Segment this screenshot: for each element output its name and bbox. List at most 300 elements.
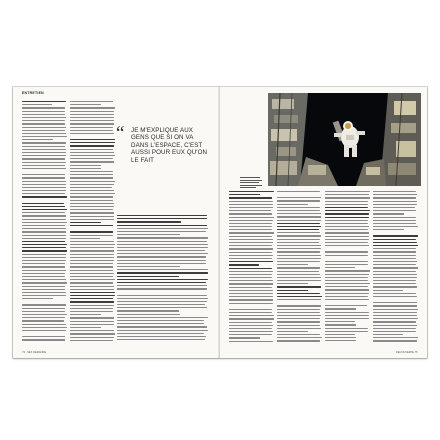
text-line	[70, 139, 115, 140]
text-line	[229, 280, 273, 281]
text-line	[22, 187, 66, 188]
text-line	[70, 171, 113, 172]
text-line	[22, 273, 65, 274]
text-line	[117, 330, 208, 331]
text-line	[22, 162, 66, 163]
text-line	[22, 212, 65, 213]
text-line	[229, 226, 272, 227]
text-line	[325, 293, 369, 294]
text-line	[229, 312, 272, 313]
text-line	[22, 136, 67, 137]
text-line	[229, 232, 274, 233]
text-line	[70, 314, 101, 315]
text-line	[229, 328, 272, 329]
text-line	[70, 301, 114, 302]
text-line	[229, 283, 273, 284]
text-line	[70, 317, 114, 318]
text-line	[373, 261, 417, 262]
text-line	[70, 120, 114, 121]
text-line	[325, 201, 368, 202]
text-line	[70, 247, 114, 248]
text-line	[70, 321, 114, 322]
text-line	[117, 221, 181, 222]
text-line	[277, 286, 321, 287]
text-line	[22, 190, 66, 191]
text-line	[229, 341, 273, 342]
text-column-left	[22, 101, 67, 346]
text-line	[277, 325, 320, 326]
text-line	[22, 282, 67, 283]
text-line	[373, 312, 417, 313]
text-line	[22, 263, 65, 264]
text-line	[325, 223, 368, 224]
text-line	[325, 194, 369, 195]
text-line	[70, 289, 114, 290]
text-line	[117, 333, 204, 334]
text-line	[373, 207, 415, 208]
text-line	[70, 174, 113, 175]
text-line	[22, 320, 64, 321]
text-line	[373, 286, 417, 287]
text-line	[325, 315, 369, 316]
text-line	[373, 321, 416, 322]
text-line	[70, 250, 114, 251]
text-line	[373, 248, 416, 249]
text-line	[70, 324, 114, 325]
text-line	[117, 218, 207, 219]
text-line	[117, 269, 208, 270]
text-line	[70, 184, 114, 185]
text-line	[70, 200, 113, 201]
text-line	[22, 266, 65, 267]
text-line	[70, 244, 115, 245]
text-line	[229, 264, 259, 265]
text-line	[70, 142, 115, 143]
text-line	[70, 165, 101, 166]
text-line	[70, 107, 115, 108]
text-line	[325, 213, 369, 214]
text-line	[22, 209, 67, 210]
text-line	[22, 215, 66, 216]
text-line	[22, 235, 66, 236]
text-line	[22, 317, 65, 318]
text-line	[70, 219, 114, 220]
text-line	[70, 127, 113, 128]
text-line	[22, 289, 65, 290]
text-line	[325, 305, 367, 306]
text-line	[70, 241, 114, 242]
text-line	[70, 149, 113, 150]
text-column-right	[117, 215, 209, 345]
text-line	[22, 314, 67, 315]
text-line	[325, 283, 370, 284]
text-line	[277, 264, 308, 265]
text-line	[70, 158, 113, 159]
text-line	[229, 245, 272, 246]
text-column-far-right	[373, 191, 418, 346]
text-line	[373, 194, 417, 195]
text-line	[117, 247, 208, 248]
text-line	[373, 264, 416, 265]
text-line	[22, 260, 66, 261]
text-line	[22, 308, 65, 309]
text-line	[117, 256, 206, 257]
text-line	[22, 146, 65, 147]
text-line	[325, 197, 370, 198]
text-line	[325, 289, 369, 290]
text-line	[325, 334, 355, 335]
text-line	[22, 114, 65, 115]
text-line	[325, 242, 368, 243]
text-line	[117, 282, 206, 283]
text-line	[325, 277, 368, 278]
text-line	[325, 251, 368, 252]
text-line	[373, 213, 404, 214]
text-line	[22, 279, 66, 280]
text-line	[229, 258, 272, 259]
text-line	[117, 244, 208, 245]
text-line	[373, 201, 417, 202]
text-line	[70, 168, 101, 169]
text-line	[325, 308, 356, 309]
text-line	[229, 290, 273, 291]
text-line	[70, 225, 113, 226]
text-line	[277, 315, 321, 316]
text-line	[70, 254, 114, 255]
text-line	[22, 324, 66, 325]
text-line	[22, 219, 66, 220]
text-line	[373, 296, 417, 297]
text-line	[70, 216, 114, 217]
text-line	[277, 267, 320, 268]
text-line	[229, 268, 272, 269]
text-line	[117, 234, 180, 235]
text-line	[229, 271, 273, 272]
text-line	[229, 337, 260, 338]
text-line	[22, 304, 66, 305]
text-line	[325, 245, 369, 246]
text-line	[22, 127, 66, 128]
text-line	[277, 239, 320, 240]
text-line	[22, 117, 66, 118]
text-line	[22, 196, 67, 197]
text-line	[117, 295, 207, 296]
text-line	[373, 251, 416, 252]
text-line	[229, 191, 274, 192]
text-line	[70, 196, 113, 197]
text-line	[325, 255, 368, 256]
text-line	[277, 293, 320, 294]
text-line	[373, 331, 416, 332]
right-page	[220, 87, 427, 358]
text-line	[70, 273, 114, 274]
text-line	[229, 252, 272, 253]
text-line	[22, 168, 66, 169]
text-line	[70, 222, 101, 223]
text-line	[22, 295, 66, 296]
text-line	[373, 217, 416, 218]
text-line	[22, 177, 65, 178]
text-line	[22, 149, 66, 150]
text-line	[117, 241, 207, 242]
text-line	[277, 290, 308, 291]
text-line	[22, 123, 65, 124]
text-line	[325, 226, 369, 227]
text-line	[117, 314, 180, 315]
text-line	[325, 280, 368, 281]
text-line	[70, 123, 114, 124]
text-line	[70, 286, 114, 287]
space-station-photo	[268, 93, 421, 186]
text-line	[277, 235, 321, 236]
text-line	[229, 287, 272, 288]
text-line	[277, 207, 320, 208]
text-line	[229, 210, 271, 211]
text-line	[22, 158, 65, 159]
text-line	[117, 228, 208, 229]
text-line	[277, 331, 308, 332]
text-line	[277, 271, 319, 272]
text-line	[70, 308, 113, 309]
quote-mark-icon: “	[116, 123, 125, 144]
text-line	[70, 238, 100, 239]
text-line	[70, 155, 115, 156]
text-line	[70, 333, 115, 334]
text-line	[70, 330, 114, 331]
text-line	[325, 204, 368, 205]
text-line	[229, 325, 273, 326]
text-line	[277, 242, 319, 243]
text-line	[229, 213, 272, 214]
text-line	[22, 238, 66, 239]
text-line	[373, 274, 417, 275]
text-line	[373, 210, 416, 211]
text-line	[229, 334, 272, 335]
text-line	[277, 305, 321, 306]
text-line	[325, 261, 368, 262]
text-line	[22, 276, 65, 277]
text-line	[22, 244, 67, 245]
section-label: ENTRETIEN	[22, 91, 44, 95]
text-line	[22, 104, 52, 105]
text-line	[373, 328, 416, 329]
text-line	[117, 310, 179, 311]
text-line	[22, 228, 66, 229]
text-line	[22, 311, 65, 312]
text-line	[325, 321, 355, 322]
text-line	[277, 296, 322, 297]
text-line	[325, 286, 368, 287]
text-line	[70, 305, 114, 306]
text-line	[117, 323, 204, 324]
text-line	[373, 235, 418, 236]
text-line	[277, 337, 322, 338]
text-line	[70, 340, 113, 341]
text-line	[22, 330, 66, 331]
text-line	[70, 295, 115, 296]
text-line	[70, 181, 115, 182]
text-line	[22, 130, 65, 131]
text-line	[70, 161, 114, 162]
text-line	[117, 225, 207, 226]
text-line	[229, 261, 273, 262]
text-line	[70, 327, 101, 328]
text-line	[373, 325, 417, 326]
magazine-spread	[13, 87, 427, 358]
text-line	[70, 292, 115, 293]
text-line	[277, 210, 320, 211]
text-line	[117, 298, 208, 299]
text-line	[22, 120, 65, 121]
text-line	[325, 236, 369, 237]
text-line	[373, 255, 416, 256]
text-line	[325, 299, 369, 300]
text-line	[229, 201, 273, 202]
text-line	[117, 260, 206, 261]
text-line	[22, 292, 66, 293]
text-line	[22, 203, 64, 204]
text-column-right	[325, 191, 370, 346]
text-line	[325, 328, 368, 329]
text-line	[22, 327, 67, 328]
text-line	[373, 239, 416, 240]
text-line	[325, 232, 369, 233]
text-line	[373, 267, 418, 268]
text-line	[373, 271, 416, 272]
text-line	[117, 231, 206, 232]
text-line	[373, 277, 417, 278]
text-line	[22, 254, 66, 255]
text-line	[373, 309, 418, 310]
text-line	[22, 336, 65, 337]
text-line	[373, 220, 416, 221]
text-line	[373, 318, 418, 319]
text-line	[373, 245, 418, 246]
text-line	[70, 257, 114, 258]
text-line	[229, 223, 272, 224]
text-line	[277, 328, 321, 329]
text-line	[373, 204, 417, 205]
text-line	[229, 255, 273, 256]
text-line	[325, 217, 369, 218]
text-line	[277, 220, 321, 221]
text-line	[373, 305, 417, 306]
text-line	[117, 336, 206, 337]
text-line	[229, 299, 273, 300]
text-line	[373, 337, 418, 338]
text-line	[325, 264, 368, 265]
text-line	[373, 302, 417, 303]
text-line	[22, 206, 65, 207]
photo-caption	[240, 177, 262, 190]
text-line	[22, 298, 53, 299]
text-line	[22, 139, 53, 140]
text-line	[70, 203, 114, 204]
text-line	[277, 321, 320, 322]
text-line	[70, 133, 114, 134]
text-line	[277, 280, 321, 281]
text-line	[70, 298, 113, 299]
text-line	[277, 248, 321, 249]
text-line	[22, 165, 65, 166]
text-line	[70, 114, 114, 115]
text-line	[70, 190, 114, 191]
text-line	[373, 191, 416, 192]
text-line	[22, 181, 66, 182]
text-line	[70, 117, 114, 118]
text-line	[325, 274, 369, 275]
text-line	[117, 320, 204, 321]
text-line	[325, 318, 369, 319]
text-line	[373, 242, 417, 243]
text-line	[70, 206, 114, 207]
page-folio-left: 74 · SEX DEMANDE	[22, 351, 47, 354]
text-line	[22, 155, 66, 156]
text-line	[229, 322, 272, 323]
text-line	[70, 193, 115, 194]
text-line	[70, 104, 101, 105]
text-line	[277, 274, 320, 275]
text-line	[117, 279, 208, 280]
text-line	[277, 226, 321, 227]
text-line	[373, 229, 404, 230]
text-line	[373, 293, 416, 294]
text-line	[117, 326, 207, 327]
text-line	[70, 263, 113, 264]
text-line	[117, 301, 207, 302]
text-line	[22, 111, 65, 112]
text-line	[277, 245, 321, 246]
text-line	[70, 177, 113, 178]
text-line	[22, 107, 65, 108]
text-line	[373, 315, 417, 316]
text-line	[70, 111, 114, 112]
text-line	[22, 250, 67, 251]
text-line	[277, 232, 320, 233]
text-line	[70, 145, 114, 146]
text-line	[229, 296, 273, 297]
text-line	[117, 307, 207, 308]
text-line	[70, 276, 113, 277]
text-line	[373, 340, 417, 341]
text-line	[70, 130, 113, 131]
page-folio-right: DECOUVERTE 75	[396, 351, 418, 354]
text-line	[325, 312, 369, 313]
text-line	[325, 296, 368, 297]
text-line	[373, 280, 416, 281]
text-line	[325, 331, 368, 332]
text-line	[325, 220, 368, 221]
text-line	[229, 236, 272, 237]
text-line	[277, 312, 320, 313]
text-line	[117, 276, 179, 277]
text-line	[277, 299, 321, 300]
text-line	[277, 309, 320, 310]
text-line	[117, 263, 206, 264]
text-line	[70, 187, 112, 188]
text-line	[277, 204, 308, 205]
text-line	[373, 223, 416, 224]
text-column-middle	[70, 101, 115, 346]
text-line	[229, 309, 272, 310]
text-line	[117, 237, 208, 238]
text-line	[70, 212, 114, 213]
left-page	[13, 87, 220, 358]
text-line	[229, 293, 273, 294]
text-line	[277, 197, 321, 198]
pull-quote: JE M'EXPLIQUE AUX GENS QUE SI ON VA DANS L'ESPACE, C'EST AUSSI POUR EUX QU'ON LE FAIT	[131, 127, 208, 164]
text-line	[229, 239, 273, 240]
